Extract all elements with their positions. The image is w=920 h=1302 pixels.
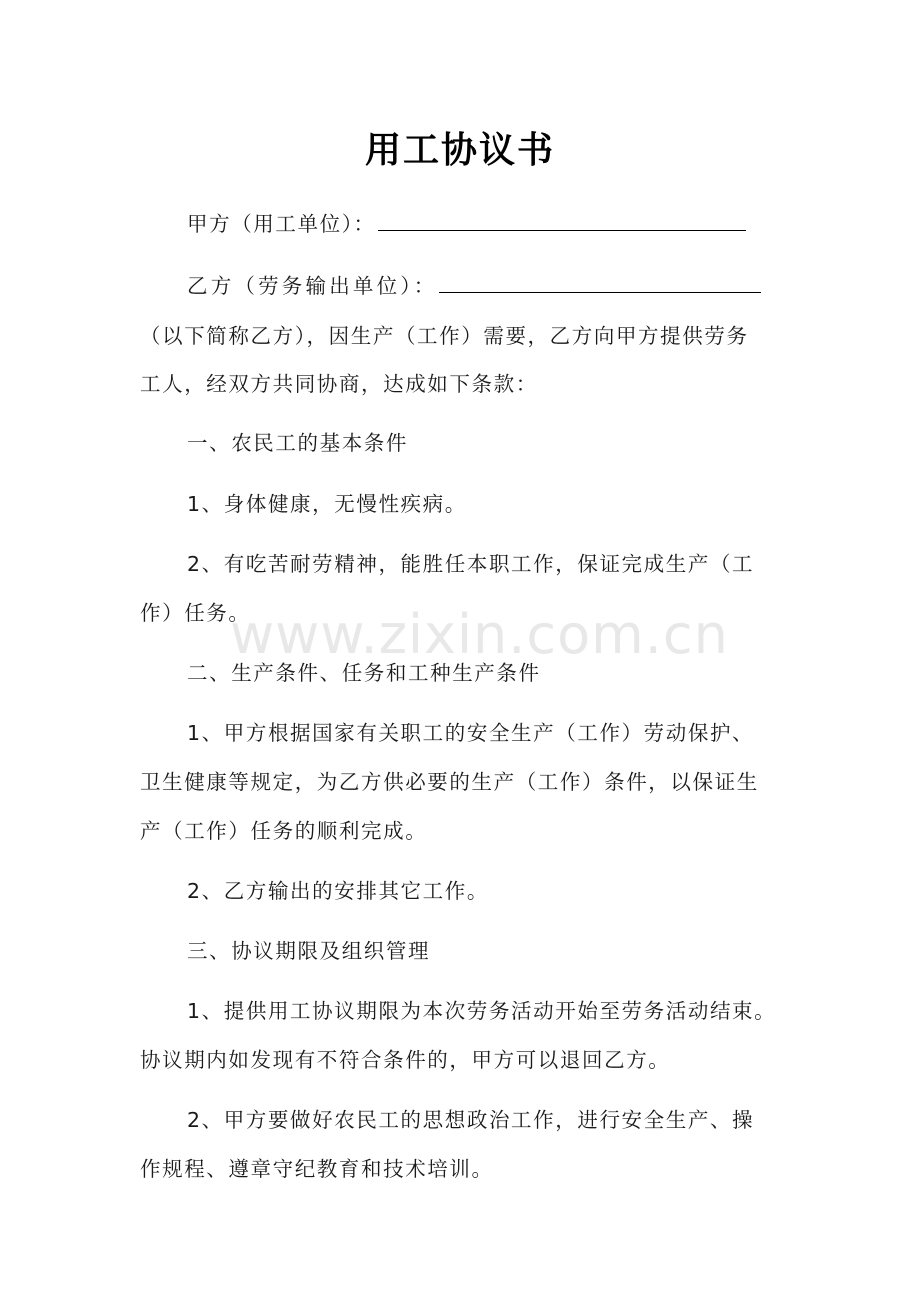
party-a-blank <box>378 210 746 231</box>
party-a-label: 甲方（用工单位）： <box>187 212 376 236</box>
section-2-item-1-line-2: 卫生健康等规定，为乙方供必要的生产（工作）条件，以保证生 <box>140 770 759 794</box>
section-1-item-1: 1、身体健康，无慢性疾病。 <box>187 492 467 516</box>
party-b-label: 乙方（劳务输出单位）： <box>187 274 438 298</box>
section-1-item-2-line-2: 作）任务。 <box>140 601 251 625</box>
watermark-text: www.zixin.com.cn <box>230 603 729 666</box>
section-2-item-1-line-3: 产（工作）任务的顺利完成。 <box>140 819 428 843</box>
party-b-blank <box>439 272 761 293</box>
section-3-item-2-line-2: 作规程、遵章守纪教育和技术培训。 <box>140 1157 494 1181</box>
party-b-line <box>187 269 807 299</box>
intro-line-2: 工人，经双方共同协商，达成如下条款： <box>140 372 538 396</box>
section-3-item-2-line-1: 2、甲方要做好农民工的思想政治工作，进行安全生产、操 <box>187 1108 755 1132</box>
section-3-item-1-line-1: 1、提供用工协议期限为本次劳务活动开始至劳务活动结束。 <box>187 999 777 1023</box>
section-1-heading: 一、农民工的基本条件 <box>187 431 408 455</box>
section-3-item-1-line-2: 协议期内如发现有不符合条件的，甲方可以退回乙方。 <box>140 1048 671 1072</box>
document-title: 用工协议书 <box>364 130 555 171</box>
section-1-item-2-line-1: 2、有吃苦耐劳精神，能胜任本职工作，保证完成生产（工 <box>187 552 755 576</box>
section-3-heading: 三、协议期限及组织管理 <box>187 939 431 963</box>
party-a-line <box>187 207 807 237</box>
section-2-item-1-line-1: 1、甲方根据国家有关职工的安全生产（工作）劳动保护、 <box>187 721 755 745</box>
section-2-item-2: 2、乙方输出的安排其它工作。 <box>187 879 489 903</box>
intro-line-1: （以下简称乙方），因生产（工作）需要，乙方向甲方提供劳务 <box>140 324 749 348</box>
section-2-heading: 二、生产条件、任务和工种生产条件 <box>187 661 541 685</box>
